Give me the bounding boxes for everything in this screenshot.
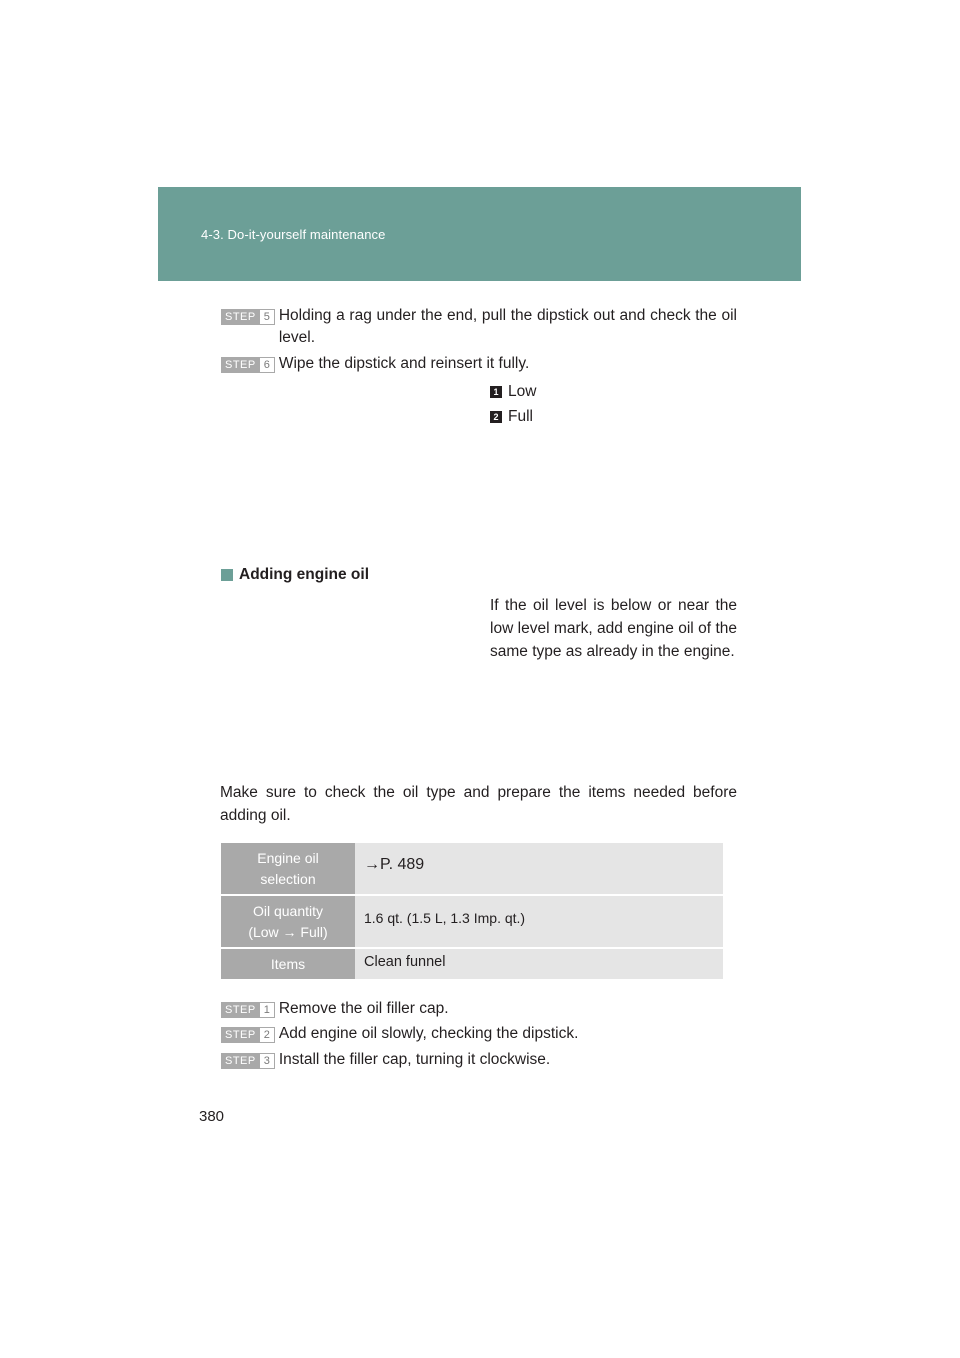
- subheading-adding-engine-oil: Adding engine oil: [221, 566, 369, 584]
- adding-intro: Make sure to check the oil type and prepare the items needed before adding oil.: [220, 784, 737, 824]
- section-title: 4-3. Do-it-yourself maintenance: [201, 227, 386, 242]
- step-6: [221, 353, 529, 375]
- step-text: Add engine oil slowly, checking the dipstick.: [278, 1025, 579, 1042]
- step-text: Install the filler cap, turning it clockwise.: [278, 1051, 551, 1068]
- header-band: [158, 187, 801, 281]
- step-badge: STEP 5: [221, 309, 275, 325]
- table-row: [221, 949, 723, 979]
- adding-side-text: If the oil level is below or near the low level mark, add engine oil of the same type as already in the engine.: [490, 597, 737, 660]
- step-text: Holding a rag under the end, pull the dipstick out and check the oil level.: [278, 307, 737, 346]
- step-badge: STEP 2: [221, 1027, 275, 1043]
- legend-item-low: [490, 383, 536, 401]
- number-box-icon: 1: [490, 386, 502, 398]
- step-badge: STEP 6: [221, 357, 275, 373]
- legend-item-full: [490, 408, 533, 426]
- step-text: Wipe the dipstick and reinsert it fully.: [278, 355, 530, 372]
- square-bullet-icon: [221, 569, 233, 581]
- table-head-cell: Items: [221, 949, 355, 979]
- table-row: [221, 896, 723, 949]
- table-row: [221, 843, 723, 896]
- table-head-cell: Oil quantity (Low → Full): [221, 896, 355, 947]
- step-1: [221, 998, 449, 1020]
- dipstick-figure: [221, 384, 476, 544]
- number-box-icon: 2: [490, 411, 502, 423]
- page-number: 380: [199, 1108, 225, 1125]
- table-value-cell: Clean funnel: [355, 949, 723, 979]
- legend-label: Low: [508, 383, 537, 400]
- step-5: [221, 305, 737, 349]
- step-badge: STEP 1: [221, 1002, 275, 1018]
- step-badge: STEP 3: [221, 1053, 275, 1069]
- spec-table: [221, 843, 723, 979]
- table-value-cell: 1.6 qt. (1.5 L, 1.3 Imp. qt.): [355, 896, 723, 947]
- table-value-cell: →P. 489: [355, 843, 723, 894]
- step-text: Remove the oil filler cap.: [278, 1000, 449, 1017]
- oil-filler-figure: [221, 594, 476, 744]
- legend-label: Full: [508, 408, 533, 425]
- step-3: [221, 1049, 550, 1071]
- step-2: [221, 1023, 578, 1045]
- table-head-cell: Engine oil selection: [221, 843, 355, 894]
